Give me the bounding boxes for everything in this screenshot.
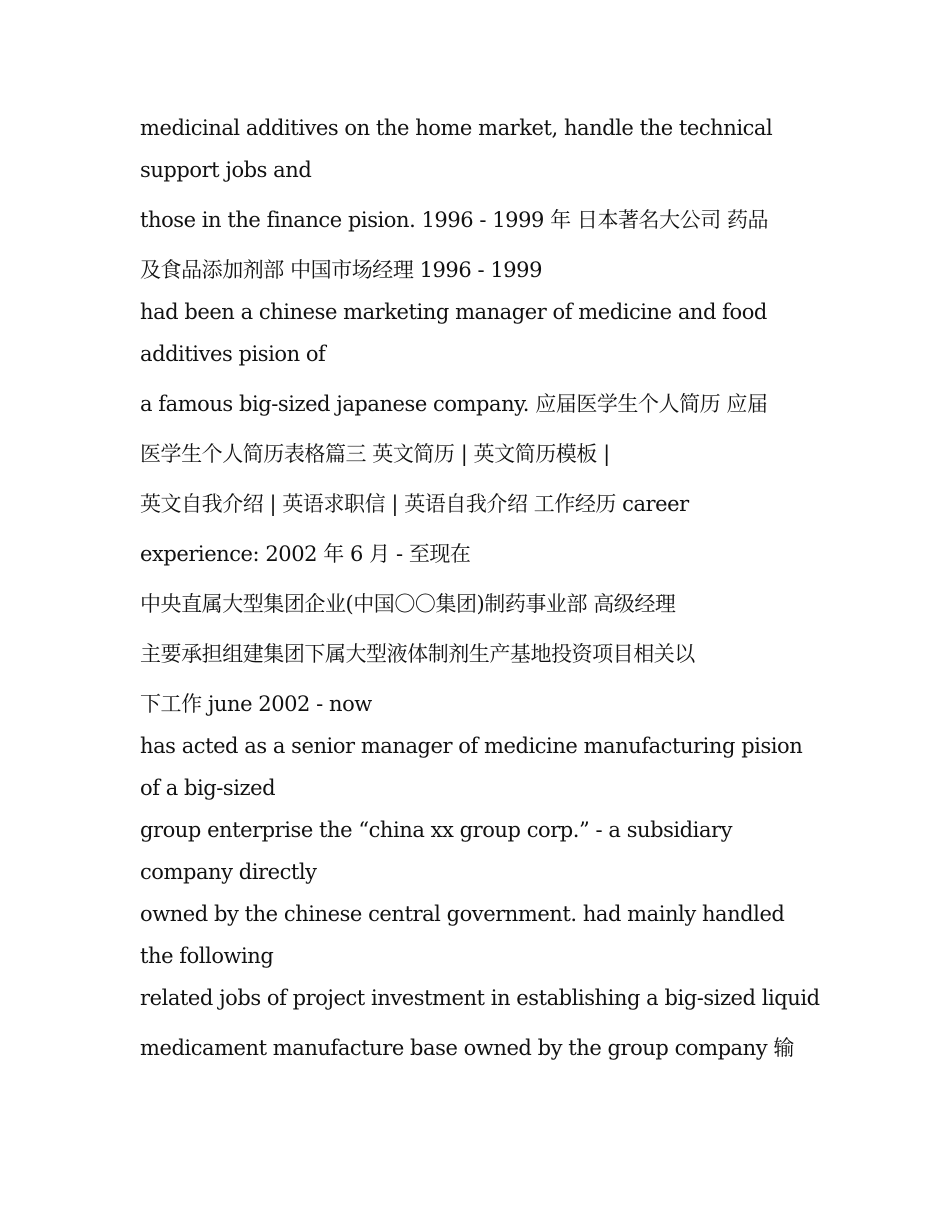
text-line: experience: 2002 年 6 月 - 至现在 xyxy=(140,542,471,566)
text-line: 医学生个人简历表格篇三 英文简历 | 英文简历模板 | xyxy=(140,442,610,466)
text-line: support jobs and xyxy=(140,158,312,182)
text-line: 英文自我介绍 | 英语求职信 | 英语自我介绍 工作经历 career xyxy=(140,492,689,516)
text-line: 中央直属大型集团企业(中国〇〇集团)制药事业部 高级经理 xyxy=(140,592,676,616)
text-line: a famous big-sized japanese company. 应届医学生个人简历 应届 xyxy=(140,392,768,416)
text-line: medicament manufacture base owned by the group company 输 xyxy=(140,1036,794,1060)
text-line: related jobs of project investment in establishing a big-sized liquid xyxy=(140,986,820,1010)
text-line: 主要承担组建集团下属大型液体制剂生产基地投资项目相关以 xyxy=(140,642,695,666)
text-line: the following xyxy=(140,944,274,968)
text-line: has acted as a senior manager of medicine manufacturing pision xyxy=(140,734,803,758)
text-line: additives pision of xyxy=(140,342,326,366)
text-line: owned by the chinese central government. had mainly handled xyxy=(140,902,785,926)
text-line: had been a chinese marketing manager of medicine and food xyxy=(140,300,767,324)
text-line: those in the finance pision. 1996 - 1999 年 日本著名大公司 药品 xyxy=(140,208,769,232)
text-line: medicinal additives on the home market, handle the technical xyxy=(140,116,773,140)
text-line: 下工作 june 2002 - now xyxy=(140,692,372,716)
text-line: group enterprise the “china xx group corp.” - a subsidiary xyxy=(140,818,733,842)
text-line: of a big-sized xyxy=(140,776,276,800)
text-line: company directly xyxy=(140,860,317,884)
document-page xyxy=(140,107,825,1069)
text-line: 及食品添加剂部 中国市场经理 1996 - 1999 xyxy=(140,258,542,282)
